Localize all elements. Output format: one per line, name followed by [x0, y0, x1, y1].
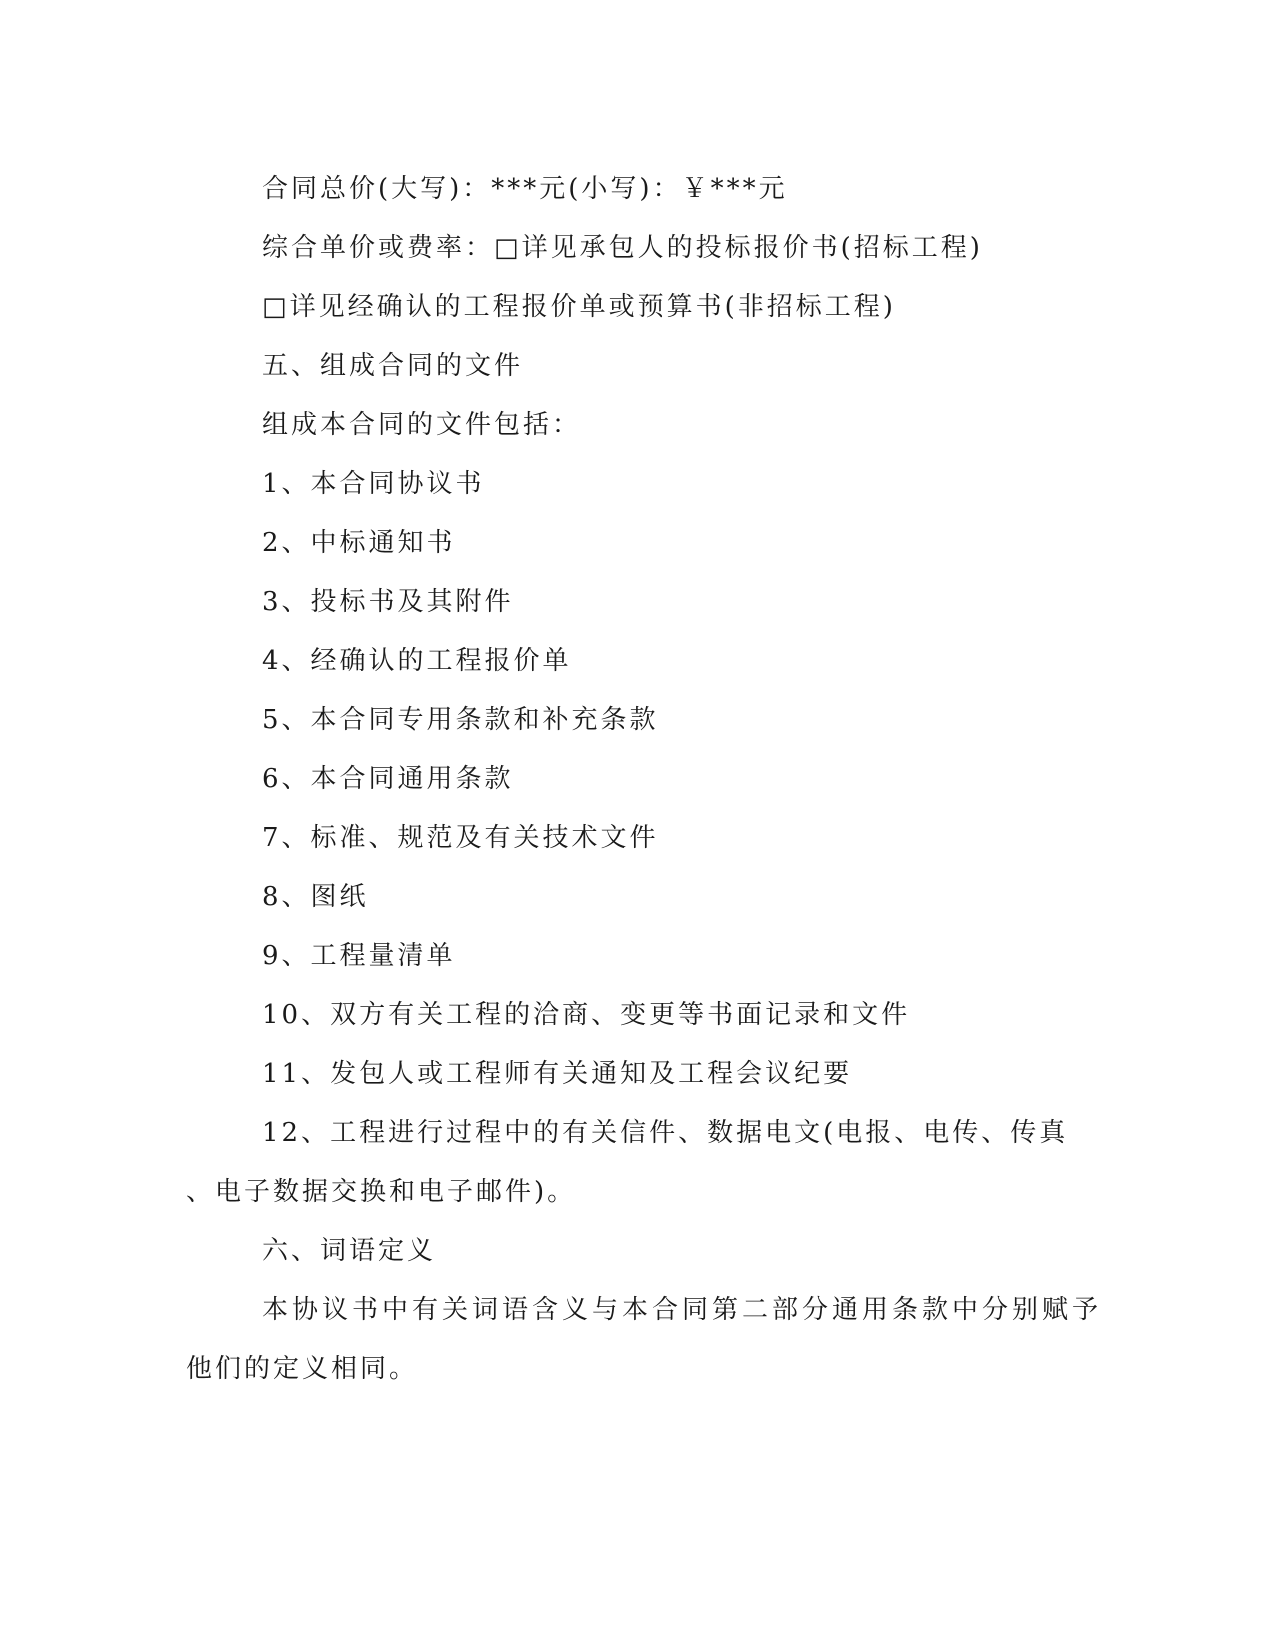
list-item: 2、中标通知书 [262, 528, 456, 558]
section-heading-definitions: 六、词语定义 [262, 1236, 437, 1266]
list-item: 4、经确认的工程报价单 [262, 646, 572, 676]
definitions-paragraph: 本协议书中有关词语含义与本合同第二部分通用条款中分别赋予 [262, 1295, 1103, 1325]
definitions-paragraph-continuation: 他们的定义相同。 [186, 1354, 419, 1384]
list-item: 3、投标书及其附件 [262, 587, 514, 617]
list-item: 10、双方有关工程的洽商、变更等书面记录和文件 [262, 1000, 911, 1030]
section-heading-contract-documents: 五、组成合同的文件 [262, 351, 524, 381]
contract-total-price: 合同总价(大写)：***元(小写)：￥***元 [262, 174, 788, 204]
unit-price-option-bidding: 综合单价或费率：□详见承包人的投标报价书(招标工程) [262, 233, 983, 263]
list-item: 7、标准、规范及有关技术文件 [262, 823, 659, 853]
list-item: 11、发包人或工程师有关通知及工程会议纪要 [262, 1059, 853, 1089]
list-item: 1、本合同协议书 [262, 469, 485, 499]
list-item: 8、图纸 [262, 882, 369, 912]
list-item: 12、工程进行过程中的有关信件、数据电文(电报、电传、传真 [262, 1118, 1069, 1148]
list-item: 6、本合同通用条款 [262, 764, 514, 794]
contract-documents-intro: 组成本合同的文件包括： [262, 410, 582, 440]
unit-price-option-non-bidding: □详见经确认的工程报价单或预算书(非招标工程) [262, 292, 896, 322]
list-item-continuation: 、电子数据交换和电子邮件)。 [186, 1177, 577, 1207]
list-item: 9、工程量清单 [262, 941, 456, 971]
list-item: 5、本合同专用条款和补充条款 [262, 705, 659, 735]
